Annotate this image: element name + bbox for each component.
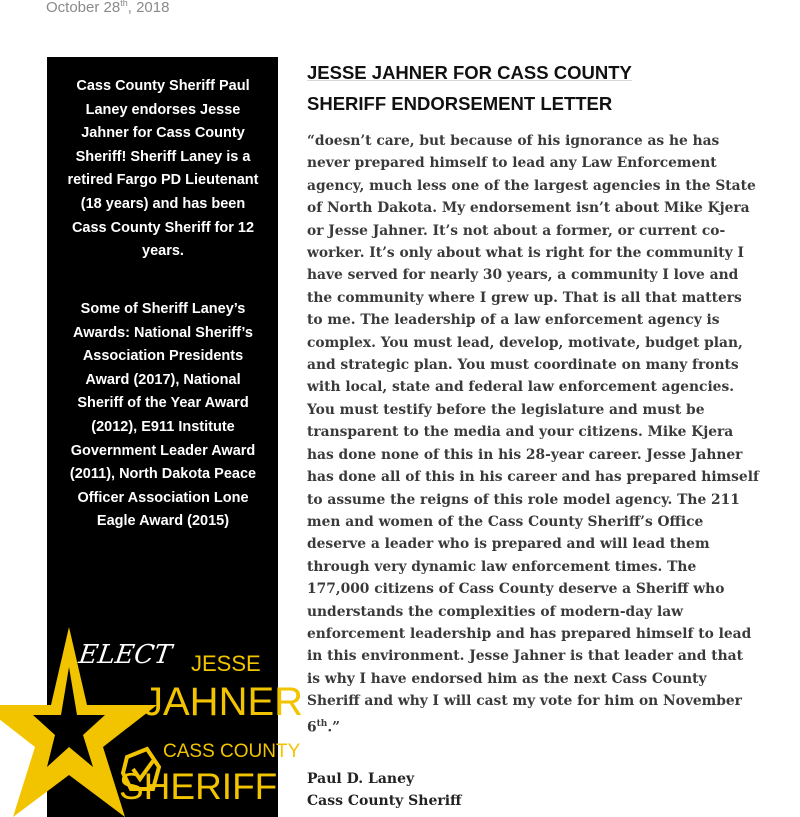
date-ordinal: th <box>120 0 128 8</box>
article-body-ordinal: th <box>316 718 328 729</box>
sidebar-bio-text: Cass County Sheriff Paul Laney endorses Jesse Jahner for Cass County Sheriff! Sheriff Laney is a retired Fargo PD Lieutenant (18 years) and has been Cass County Sheriff for 12 years. <box>67 78 259 260</box>
logo-office: SHERIFF <box>119 766 278 807</box>
article-title <box>307 57 767 119</box>
logo-first: JESSE <box>191 651 261 676</box>
logo-last: JAHNER <box>143 680 304 724</box>
title-line-2: SHERIFF ENDORSEMENT LETTER <box>307 93 613 114</box>
date-year: , 2018 <box>127 0 170 16</box>
title-line-1: JESSE JAHNER FOR CASS COUNTY <box>307 62 632 83</box>
article-body-text: “doesn’t care, but because of his ignorance as he has never prepared himself to lead any Law Enforcement agency, much less one of the largest agencies in the State of North Dakota. My endorsement isn’t about Mike Kjera or Jesse Jahner. It’s not about a former, or current co-worker. It’s only about what is right for the community I have served for nearly 30 years, a community I love and the community where I grew up. That is all that matters to me. The leadership of a law enforcement agency is complex. You must lead, develop, motivate, budget plan, and strategic plan. You must coordinate on many fronts with local, state and federal law enforcement agencies. You must testify before the legislature and must be transparent to the media and your citizens. Mike Kjera has done none of this in his 28-year career. Jesse Jahner has done all of this in his career and has prepared himself to assume the reigns of this role model agency. The 211 men and women of the Cass County Sheriff’s Office deserve a leader who is prepared and will lead them through very dynamic law enforcement times. The 177,000 citizens of Cass County deserve a Sheriff who understands the complexities of modern-day law enforcement leadership and has prepared himself to lead in this environment. Jesse Jahner is that leader and that is why I have endorsed him as the next Cass County Sheriff and why I will cast my vote for him on November 6 <box>307 133 759 736</box>
sidebar-awards-text: Some of Sheriff Laney’s Awards: National Sheriff’s Association Presidents Award (2017), National Sheriff of the Year Award (2012), E911 Institute Government Leader Award (2011), North Dakota Peace Officer Association Lone Eagle Award (2015) <box>69 301 257 530</box>
date-day: October 28 <box>46 0 121 16</box>
logo-county: CASS COUNTY <box>163 741 301 762</box>
signature-title: Cass County Sheriff <box>307 793 462 809</box>
post-date <box>46 0 169 16</box>
campaign-logo-graphic <box>47 627 304 817</box>
logo-elect: ELECT <box>76 640 174 670</box>
article-body <box>307 130 759 739</box>
elect-jahner-logo <box>47 627 304 817</box>
sidebar-panel <box>47 57 304 817</box>
signature-name: Paul D. Laney <box>307 771 415 787</box>
article-body-end: .” <box>327 719 341 736</box>
